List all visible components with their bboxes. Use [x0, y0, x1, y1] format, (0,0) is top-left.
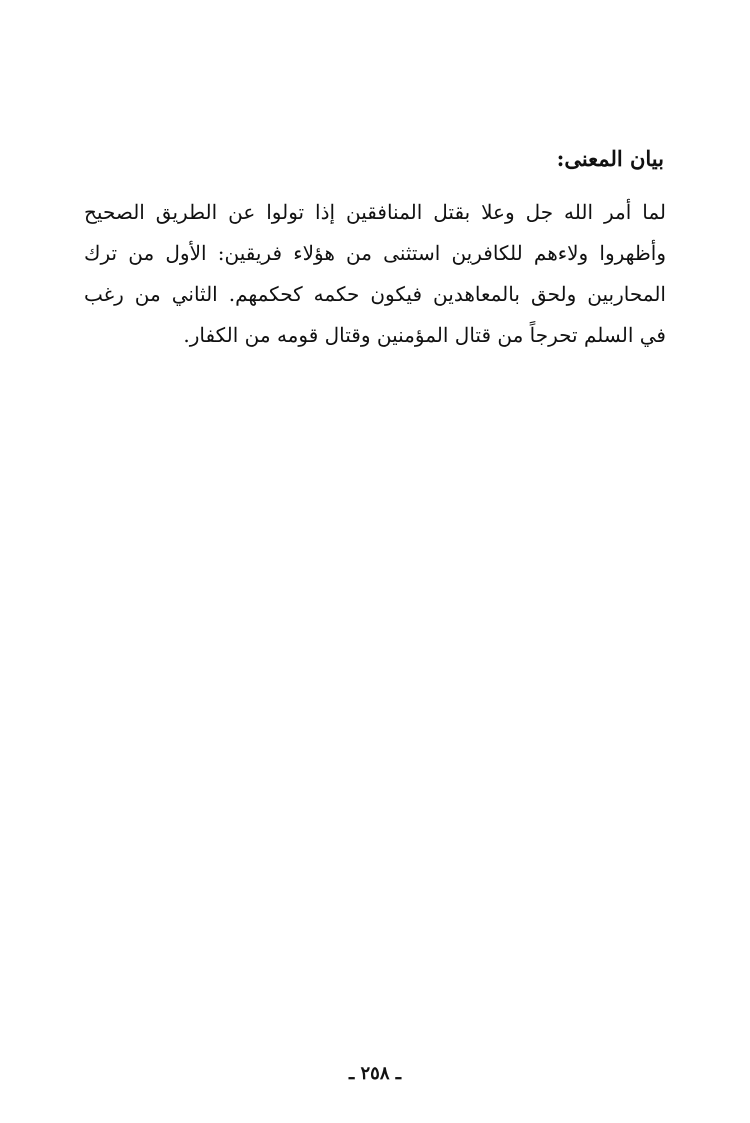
paragraph-line-3: المحاربين ولحق بالمعاهدين فيكون حكمه كحكمهم. الثاني من رغب: [84, 282, 666, 306]
section-heading: بيان المعنى:: [556, 146, 664, 171]
paragraph-line-2: وأظهروا ولاءهم للكافرين استثنى من هؤلاء فريقين: الأول من ترك: [84, 241, 666, 265]
paragraph-line-1: لما أمر الله جل وعلا بقتل المنافقين إذا تولوا عن الطريق الصحيح: [84, 200, 666, 224]
paragraph-line-4: في السلم تحرجاً من قتال المؤمنين وقتال قومه من الكفار.: [183, 323, 666, 347]
body-paragraph: [84, 192, 666, 356]
page-number: ـ ٢٥٨ ـ: [348, 1063, 402, 1084]
